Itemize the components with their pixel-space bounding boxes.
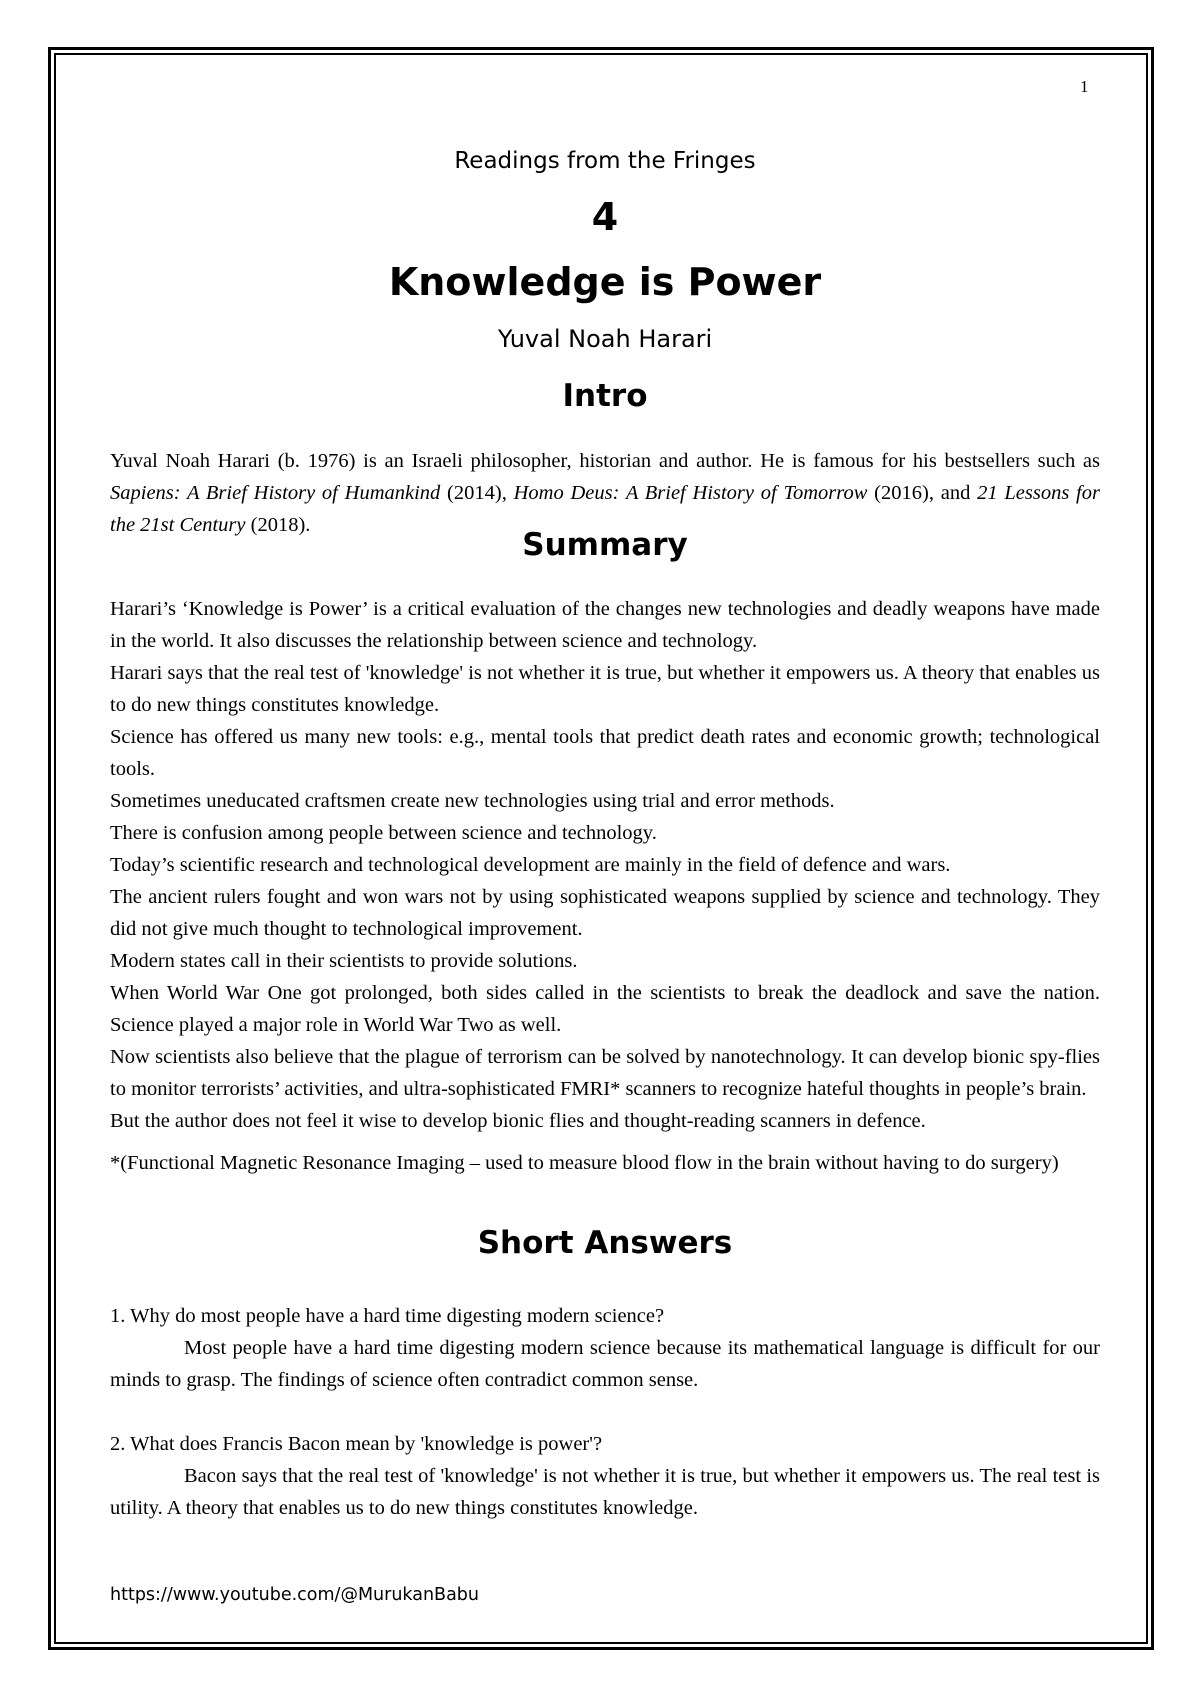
intro-book-2: Homo Deus: A Brief History of Tomorrow bbox=[513, 482, 868, 504]
intro-text-1: Yuval Noah Harari (b. 1976) is an Israeli philosopher, historian and author. He is famous for his bestsellers such as bbox=[110, 450, 1100, 472]
intro-text-4: (2018). bbox=[245, 514, 311, 536]
summary-paragraph: The ancient rulers fought and won wars not by using sophisticated weapons supplied by science and technology. They did not give much thought to technological improvement. bbox=[110, 886, 1100, 940]
chapter-number: 4 bbox=[591, 195, 619, 239]
intro-heading: Intro bbox=[562, 378, 648, 414]
intro-book-1: Sapiens: A Brief History of Humankind bbox=[110, 482, 441, 504]
summary-heading: Summary bbox=[522, 527, 688, 563]
summary-paragraph: Today’s scientific research and technological development are mainly in the field of defence and wars. bbox=[110, 854, 951, 876]
page-number: 1 bbox=[1080, 77, 1089, 96]
short-answers-heading: Short Answers bbox=[477, 1225, 733, 1261]
summary-paragraph: Science has offered us many new tools: e.g., mental tools that predict death rates and economic growth; technological tools. bbox=[110, 726, 1100, 780]
summary-paragraph: When World War One got prolonged, both sides called in the scientists to break the deadlock and save the nation. Science played a major role in World War Two as well. bbox=[110, 982, 1100, 1036]
intro-book-3: 21 Lessons for the 21st Century bbox=[110, 482, 1100, 536]
question: 2. What does Francis Bacon mean by 'knowledge is power'? bbox=[110, 1433, 603, 1455]
question: 1. Why do most people have a hard time digesting modern science? bbox=[110, 1305, 665, 1327]
summary-paragraph: Harari’s ‘Knowledge is Power’ is a critical evaluation of the changes new technologies and deadly weapons have made in the world. It also discusses the relationship between science and technology. bbox=[110, 598, 1100, 652]
author-name: Yuval Noah Harari bbox=[497, 325, 713, 353]
summary-paragraph: Now scientists also believe that the plague of terrorism can be solved by nanotechnology. It can develop bionic spy-flies to monitor terrorists’ activities, and ultra-sophisticated FMRI* scanners to recognize hateful thoughts in people’s brain. bbox=[110, 1046, 1100, 1100]
intro-text-2: (2014), bbox=[440, 482, 514, 504]
series-title: Readings from the Fringes bbox=[454, 148, 756, 174]
footer-link[interactable]: https://www.youtube.com/@MurukanBabu bbox=[110, 1585, 479, 1605]
qa-item bbox=[110, 1428, 1100, 1524]
page-title: Knowledge is Power bbox=[388, 260, 822, 304]
qa-item bbox=[110, 1300, 1100, 1396]
footnote: *(Functional Magnetic Resonance Imaging – used to measure blood flow in the brain without having to do surgery) bbox=[110, 1152, 1059, 1174]
answer: Most people have a hard time digesting modern science because its mathematical language is difficult for our minds to grasp. The findings of science often contradict common sense. bbox=[110, 1337, 1100, 1391]
summary-paragraph: Harari says that the real test of 'knowledge' is not whether it is true, but whether it empowers us. A theory that enables us to do new things constitutes knowledge. bbox=[110, 662, 1100, 716]
summary-paragraph: There is confusion among people between science and technology. bbox=[110, 822, 657, 844]
summary-paragraph: Sometimes uneducated craftsmen create new technologies using trial and error methods. bbox=[110, 790, 835, 812]
summary-paragraph: Modern states call in their scientists to provide solutions. bbox=[110, 950, 578, 972]
summary-paragraph: But the author does not feel it wise to develop bionic flies and thought-reading scanners in defence. bbox=[110, 1110, 926, 1132]
summary-body bbox=[110, 593, 1100, 1137]
answer: Bacon says that the real test of 'knowledge' is not whether it is true, but whether it empowers us. The real test is utility. A theory that enables us to do new things constitutes knowledge. bbox=[110, 1465, 1100, 1519]
intro-text-3: (2016), and bbox=[867, 482, 978, 504]
